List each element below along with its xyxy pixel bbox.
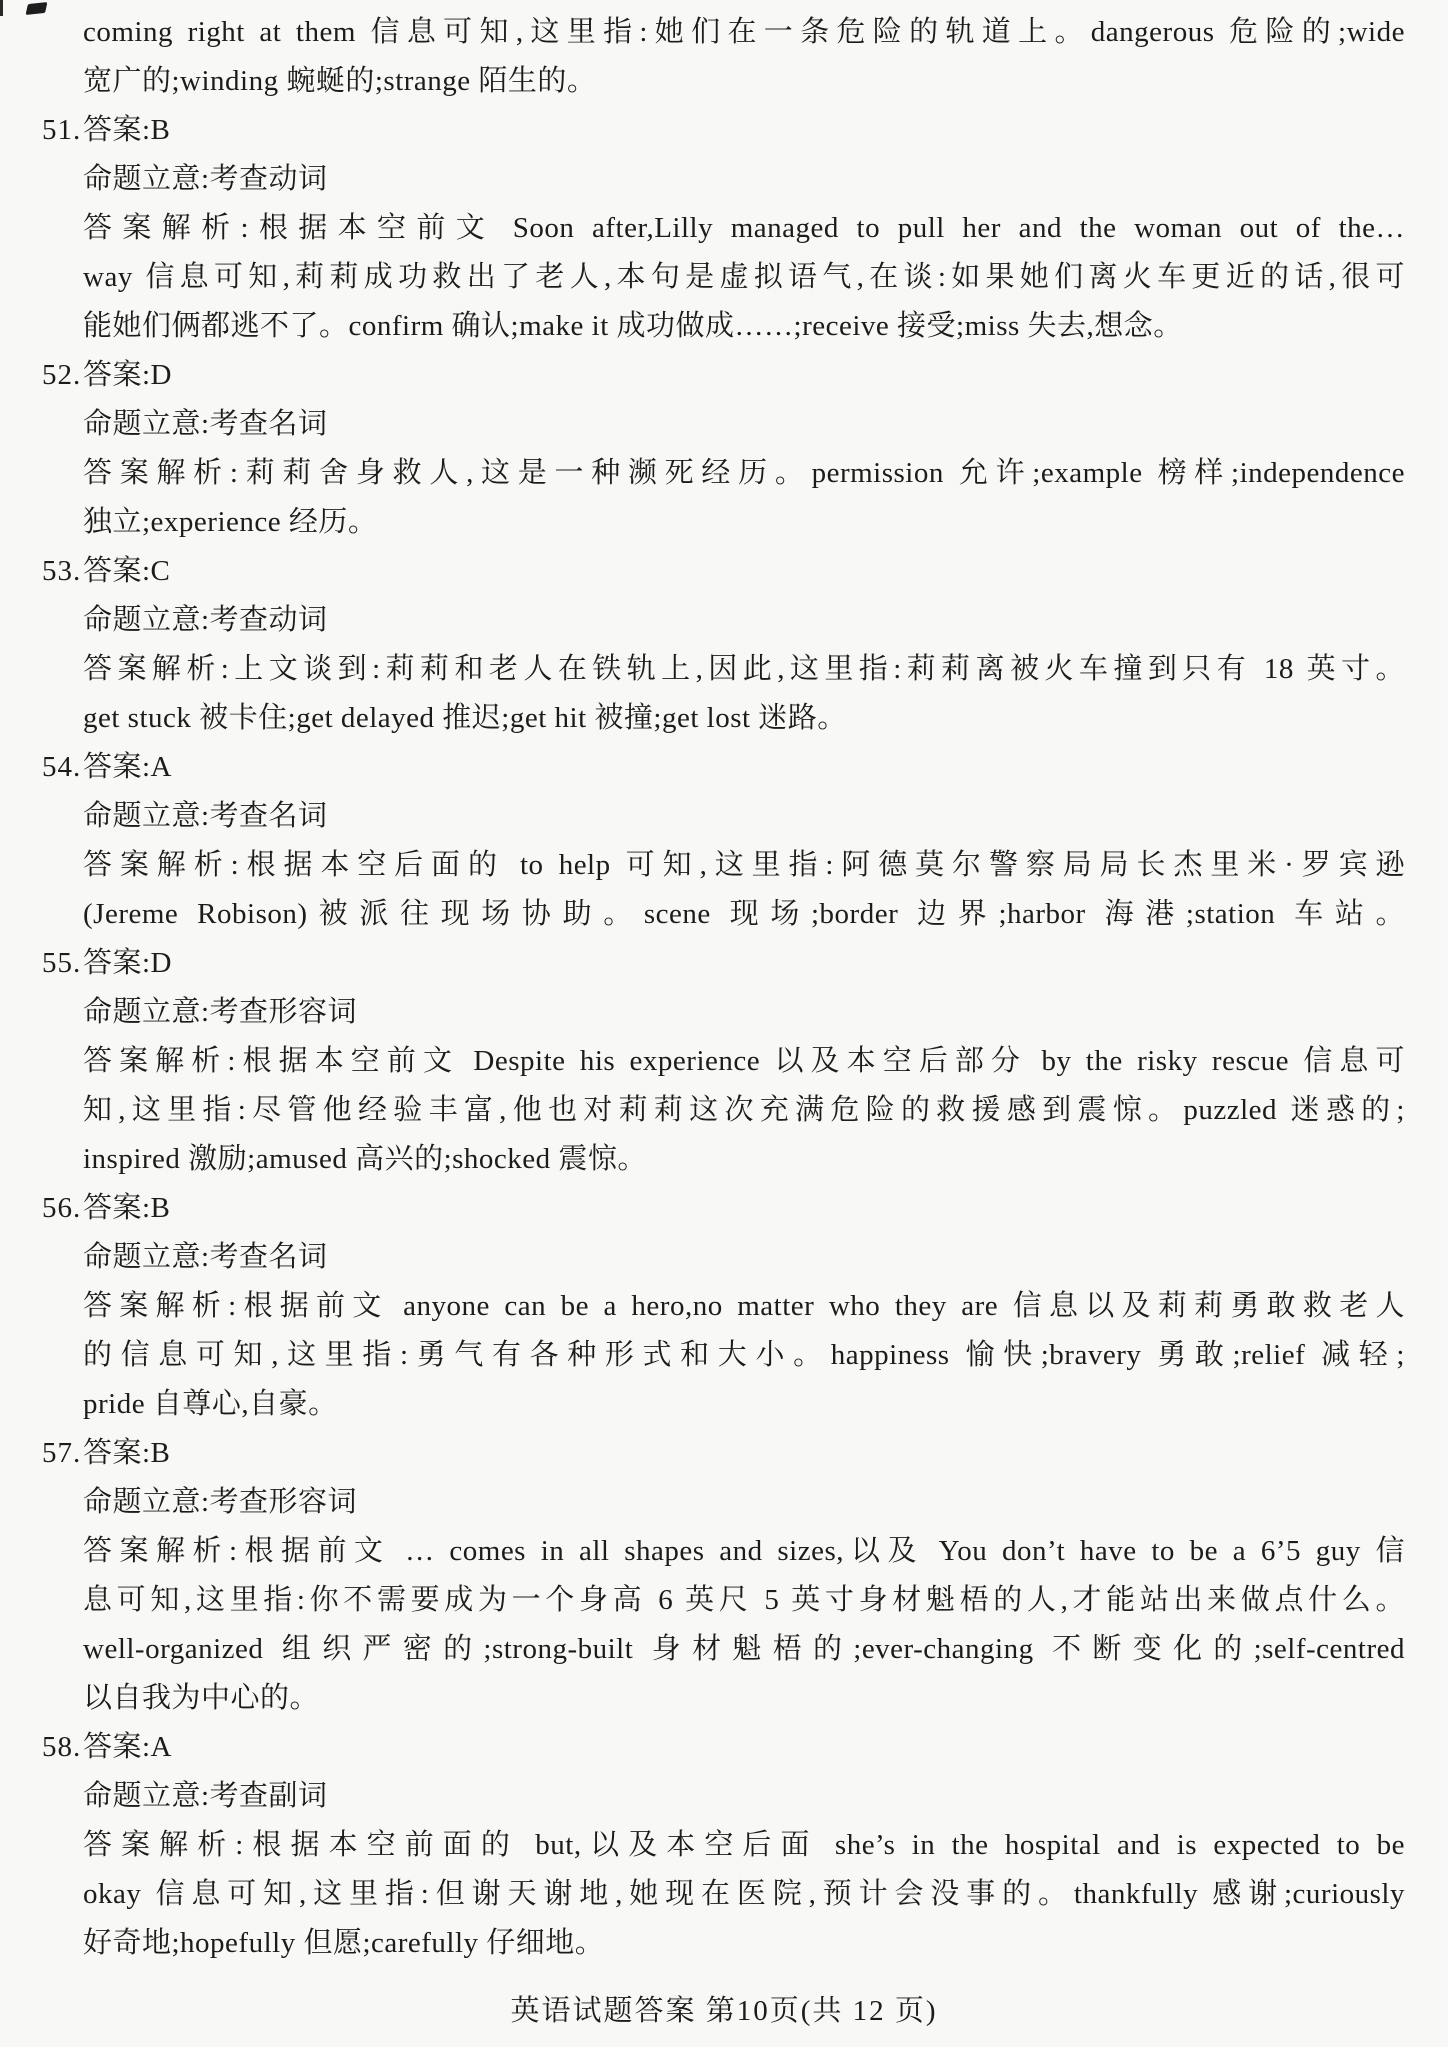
answer-line	[42, 1723, 1405, 1772]
analysis-line: (Jereme Robison)被派往现场协助。scene 现场;border 边界;harbor 海港;station 车站。	[83, 898, 1405, 930]
intent-line: 命题立意:考查形容词	[83, 1486, 358, 1518]
page-footer	[510, 1988, 937, 2029]
footer-text: 英语试题答案 第10页(共 12 页)	[510, 1995, 938, 2027]
answer-text: 答案:B	[83, 1437, 171, 1469]
analysis-line: 知,这里指:尽管他经验丰富,他也对莉莉这次充满危险的救援感到震惊。puzzled 迷惑的;	[83, 1094, 1405, 1126]
item-number: 52.	[42, 359, 82, 391]
intent-line: 命题立意:考查副词	[83, 1780, 328, 1812]
intent-line: 命题立意:考查名词	[83, 800, 328, 832]
answer-item-54	[42, 743, 1405, 939]
intent-line: 命题立意:考查名词	[83, 1241, 328, 1273]
intent-line: 命题立意:考查形容词	[83, 996, 358, 1028]
answer-item-53	[42, 547, 1405, 743]
analysis-line: inspired 激励;amused 高兴的;shocked 震惊。	[83, 1143, 647, 1175]
answer-item-57	[42, 1429, 1405, 1723]
analysis-line: 好奇地;hopefully 但愿;carefully 仔细地。	[83, 1927, 605, 1959]
analysis-line: well-organized 组织严密的;strong-built 身材魁梧的;ever-changing 不断变化的;self-centred	[83, 1633, 1405, 1665]
answer-text: 答案:D	[83, 947, 173, 979]
intent-line: 命题立意:考查名词	[83, 408, 328, 440]
analysis-line: 答案解析:根据本空后面的 to help 可知,这里指:阿德莫尔警察局局长杰里米·罗宾逊	[83, 849, 1405, 881]
analysis-line: 独立;experience 经历。	[83, 506, 378, 538]
item-number: 53.	[42, 555, 82, 587]
item-number: 56.	[42, 1192, 82, 1224]
item-number: 54.	[42, 751, 82, 783]
continuation-paragraph	[83, 8, 1405, 106]
analysis-line: 答案解析:根据前文 anyone can be a hero,no matter who they are 信息以及莉莉勇敢救老人	[83, 1290, 1405, 1322]
intent-line: 命题立意:考查动词	[83, 163, 328, 195]
answer-text: 答案:C	[83, 555, 171, 587]
answer-key-content	[42, 8, 1405, 1968]
answer-text: 答案:A	[83, 1731, 173, 1763]
item-number: 51.	[42, 114, 82, 146]
analysis-line: 答案解析:根据本空前文 Despite his experience 以及本空后部分 by the risky rescue 信息可	[83, 1045, 1405, 1077]
analysis-line: 答案解析:上文谈到:莉莉和老人在铁轨上,因此,这里指:莉莉离被火车撞到只有 18 英寸。	[83, 653, 1405, 685]
analysis-line: 答案解析:莉莉舍身救人,这是一种濒死经历。permission 允许;example 榜样;independence	[83, 457, 1405, 489]
answer-line	[42, 743, 1405, 792]
analysis-line: 以自我为中心的。	[83, 1682, 320, 1714]
answer-line	[42, 547, 1405, 596]
answer-text: 答案:B	[83, 1192, 171, 1224]
answer-item-56	[42, 1184, 1405, 1429]
answer-line	[42, 939, 1405, 988]
analysis-line: 的信息可知,这里指:勇气有各种形式和大小。happiness 愉快;bravery 勇敢;relief 减轻;	[83, 1339, 1405, 1371]
answer-line	[42, 106, 1405, 155]
answer-text: 答案:A	[83, 751, 173, 783]
item-number: 58.	[42, 1731, 82, 1763]
analysis-line: 答案解析:根据本空前文 Soon after,Lilly managed to pull her and the woman out of the…	[83, 212, 1405, 244]
answer-item-58	[42, 1723, 1405, 1968]
analysis-line: 能她们俩都逃不了。confirm 确认;make it 成功做成……;receive 接受;miss 失去,想念。	[83, 310, 1183, 342]
analysis-line: 答案解析:根据本空前面的 but,以及本空后面 she’s in the hospital and is expected to be	[83, 1829, 1405, 1861]
scan-artifact-edge	[0, 0, 3, 16]
answer-item-52	[42, 351, 1405, 547]
continuation-line: 宽广的;winding 蜿蜒的;strange 陌生的。	[83, 65, 597, 97]
item-number: 55.	[42, 947, 82, 979]
item-number: 57.	[42, 1437, 82, 1469]
analysis-line: way 信息可知,莉莉成功救出了老人,本句是虚拟语气,在谈:如果她们离火车更近的话,很可	[83, 261, 1405, 293]
answer-line	[42, 1429, 1405, 1478]
intent-line: 命题立意:考查动词	[83, 604, 328, 636]
answer-line	[42, 351, 1405, 400]
answer-text: 答案:B	[83, 114, 171, 146]
analysis-line: pride 自尊心,自豪。	[83, 1388, 338, 1420]
analysis-line: get stuck 被卡住;get delayed 推迟;get hit 被撞;get lost 迷路。	[83, 702, 847, 734]
answer-item-51	[42, 106, 1405, 351]
scan-artifact	[26, 2, 48, 15]
analysis-line: okay 信息可知,这里指:但谢天谢地,她现在医院,预计会没事的。thankfully 感谢;curiously	[83, 1878, 1405, 1910]
answer-item-55	[42, 939, 1405, 1184]
answer-line	[42, 1184, 1405, 1233]
answer-text: 答案:D	[83, 359, 173, 391]
analysis-line: 息可知,这里指:你不需要成为一个身高 6 英尺 5 英寸身材魁梧的人,才能站出来做点什么。	[83, 1584, 1405, 1616]
continuation-line: coming right at them 信息可知,这里指:她们在一条危险的轨道上。dangerous 危险的;wide	[83, 16, 1405, 48]
analysis-line: 答案解析:根据前文 … comes in all shapes and sizes,以及 You don’t have to be a 6’5 guy 信	[83, 1535, 1405, 1567]
